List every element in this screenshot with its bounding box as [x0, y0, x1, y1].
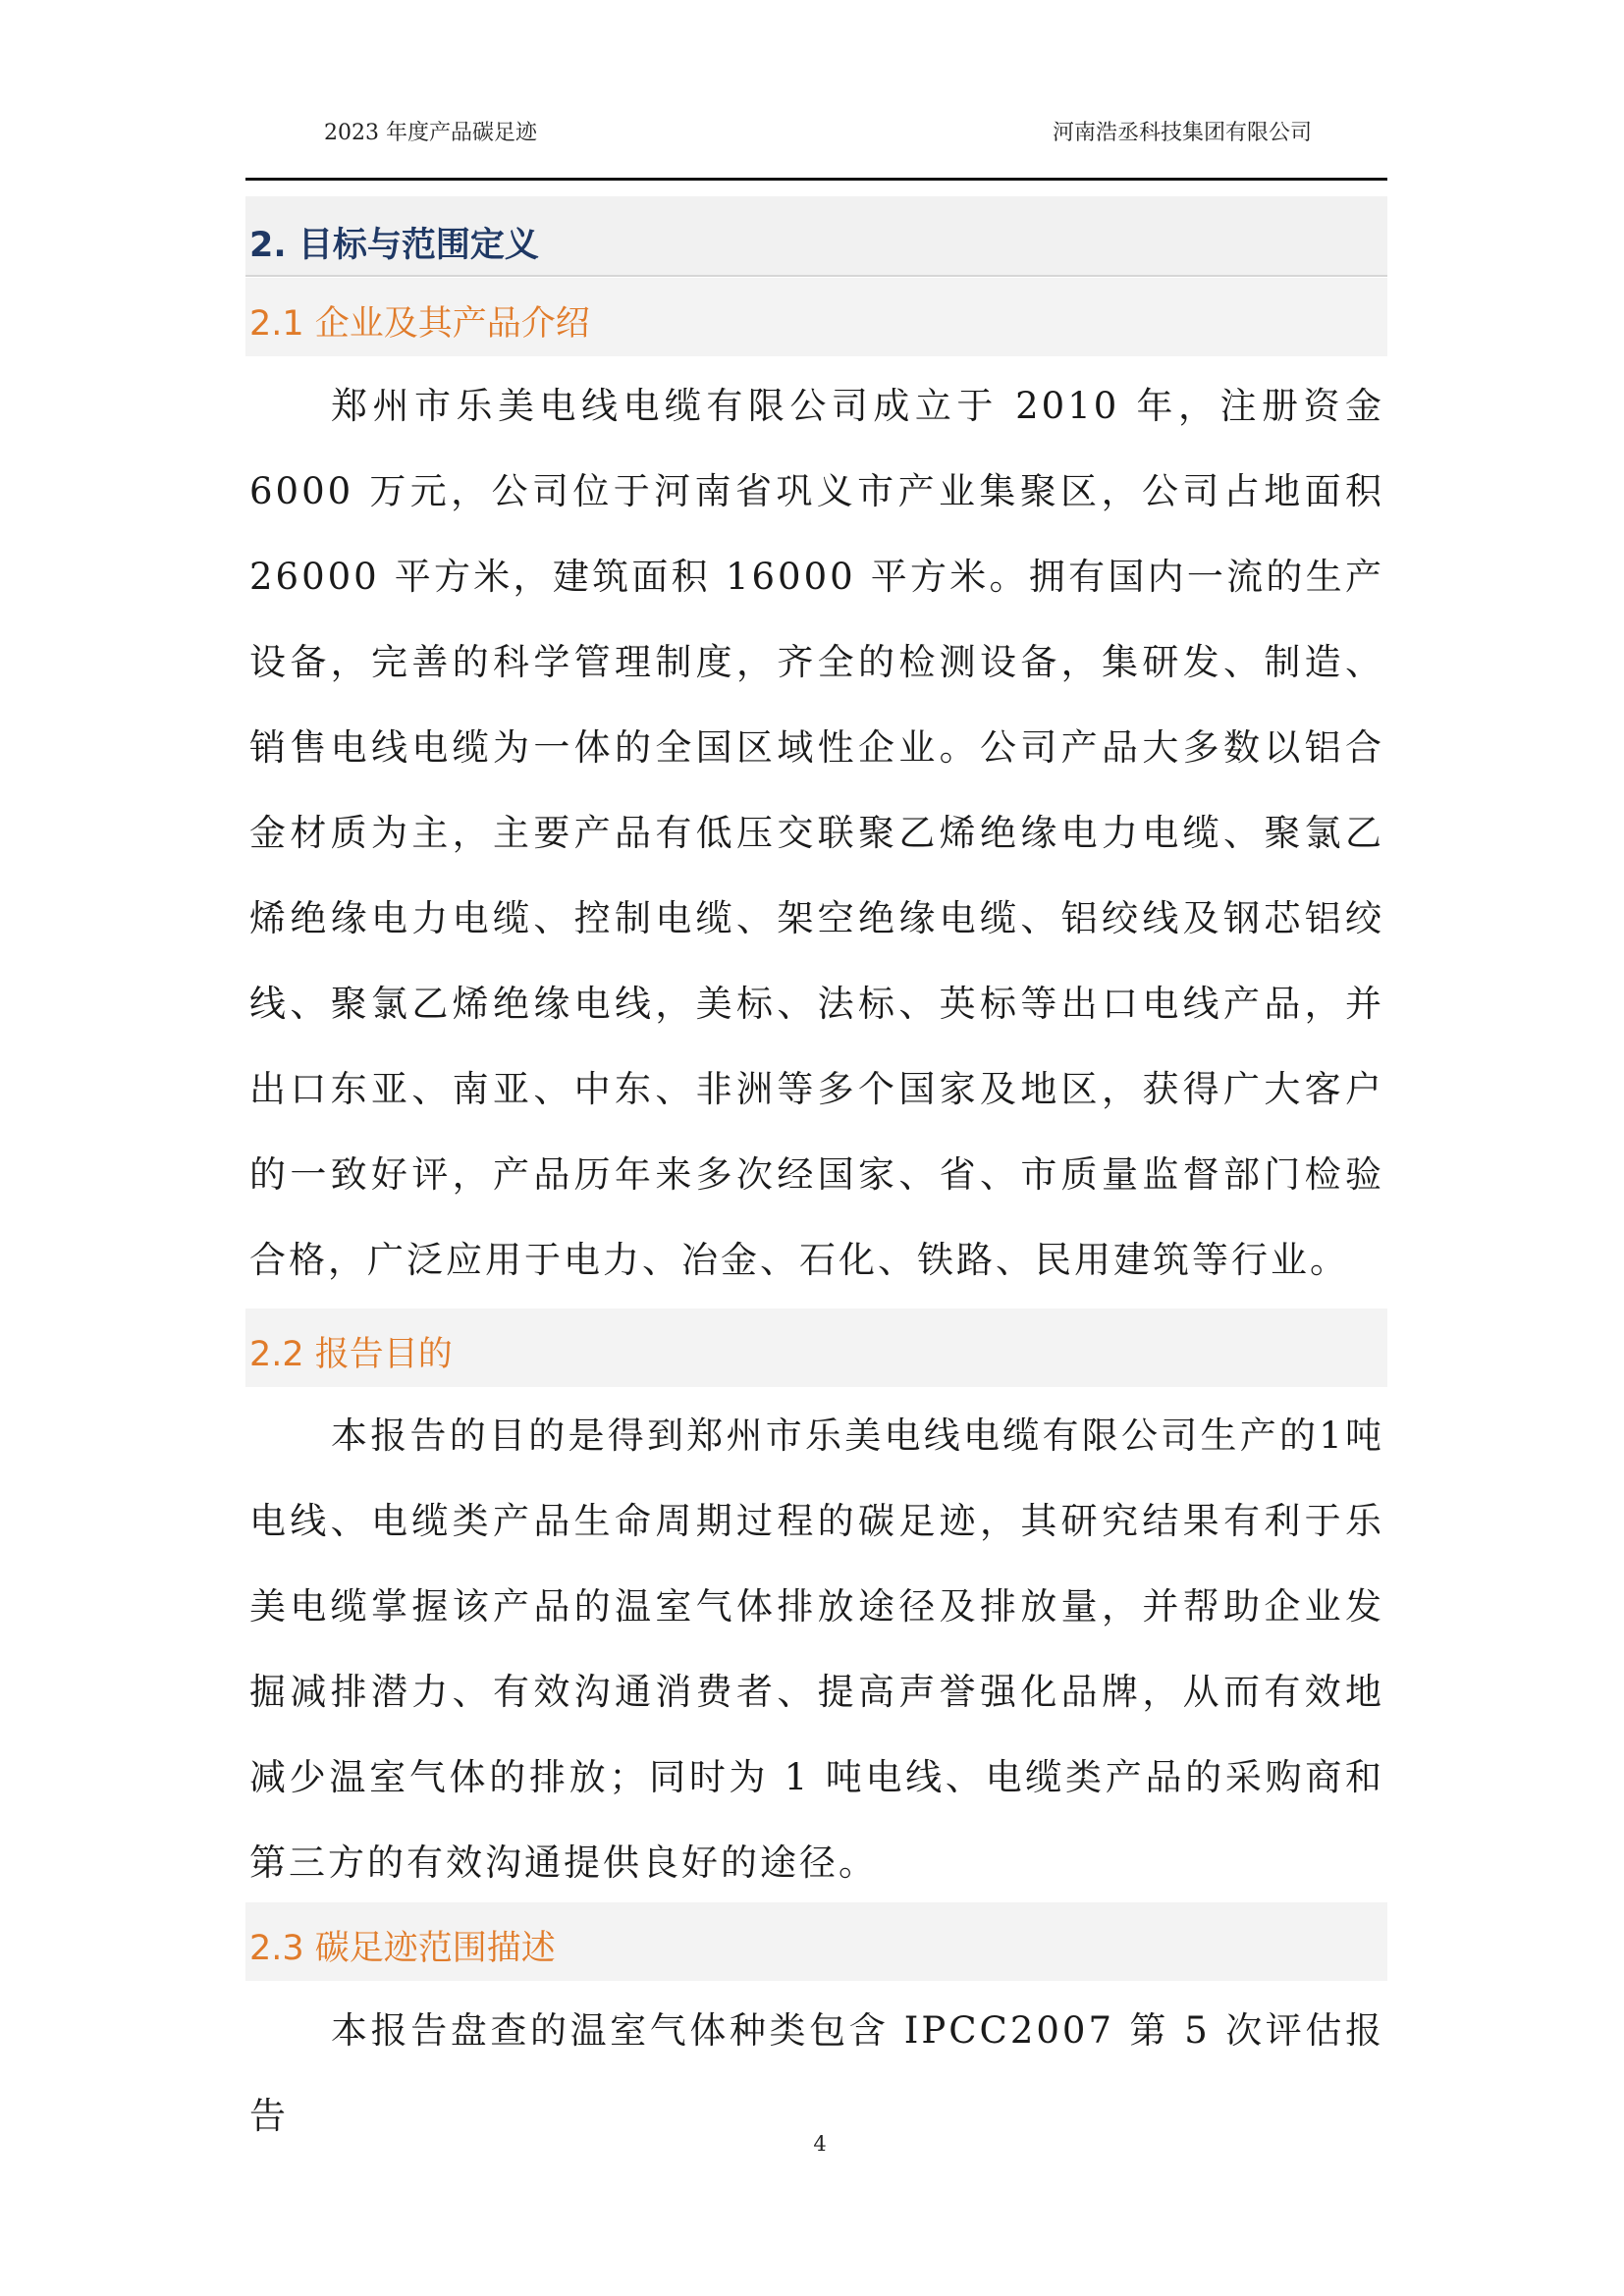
paragraph-report-purpose: 本报告的目的是得到郑州市乐美电线电缆有限公司生产的1吨电线、电缆类产品生命周期过程的碳足迹，其研究结果有利于乐美电缆掌握该产品的温室气体排放途径及排放量，并帮助企业发掘减排潜力、有效沟通消费者、提高声誉强化品牌，从而有效地减少温室气体的排放；同时为 1 吨电线、电缆类产品的采购商和第三方的有效沟通提供良好的途径。 — [249, 1415, 1384, 1884]
paragraph-company-intro: 郑州市乐美电线电缆有限公司成立于 2010 年，注册资金6000 万元，公司位于河南省巩义市产业集聚区，公司占地面积26000 平方米，建筑面积 16000 平方米。拥有国内一流的生产设备，完善的科学管理制度，齐全的检测设备，集研发、制造、销售电线电缆为一体的全国区域性企业。公司产品大多数以铝合金材质为主，主要产品有低压交联聚乙烯绝缘电力电缆、聚氯乙烯绝缘电力电缆、控制电缆、架空绝缘电缆、铝绞线及钢芯铝绞线、聚氯乙烯绝缘电线，美标、法标、英标等出口电线产品，并出口东亚、南亚、中东、非洲等多个国家及地区，获得广大客户的一致好评，产品历年来多次经国家、省、市质量监督部门检验合格，广泛应用于电力、冶金、石化、铁路、民用建筑等行业。 — [249, 385, 1384, 1281]
subsection-heading-scope: 2.3 碳足迹范围描述 — [249, 1929, 556, 1968]
subsection-heading-report-purpose: 2.2 报告目的 — [249, 1335, 453, 1374]
header-company-name: 河南浩丞科技集团有限公司 — [1052, 121, 1312, 145]
paragraph-scope: 本报告盘查的温室气体种类包含 IPCC2007 第 5 次评估报告 — [249, 2009, 1384, 2137]
section-heading: 2. 目标与范围定义 — [249, 226, 539, 265]
page-number: 4 — [813, 2132, 827, 2156]
header-document-title: 2023 年度产品碳足迹 — [324, 121, 537, 145]
subsection-heading-company-intro: 2.1 企业及其产品介绍 — [249, 304, 590, 344]
header-divider — [245, 178, 1387, 181]
